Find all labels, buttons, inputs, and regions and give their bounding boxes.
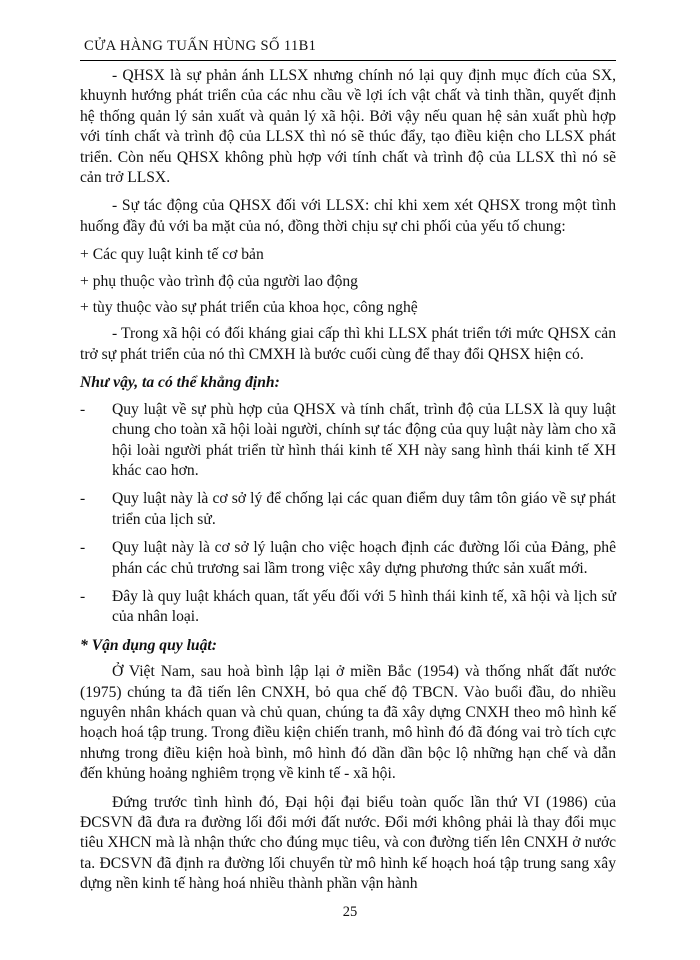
paragraph-class-society: - Trong xã hội có đối kháng giai cấp thì khi LLSX phát triển tới mức QHSX cản trở sự phát triển của nó thì CMXH là bước cuối cùng để thay đổi QHSX hiện có. xyxy=(80,325,616,363)
dash-marker: - xyxy=(80,539,86,557)
section-heading-conclusion: Như vậy, ta có thể khẳng định: xyxy=(80,374,280,392)
conclusion-text: Đây là quy luật khách quan, tất yếu đối với 5 hình thái kinh tế, xã hội và lịch sử của nhân loại. xyxy=(112,587,616,626)
list-item: + phụ thuộc vào trình độ của người lao động xyxy=(80,272,358,290)
paragraph-qhsx-reflection: - QHSX là sự phản ánh LLSX nhưng chính nó lại quy định mục đích của SX, khuynh hướng phát triển của các nhu cầu về lợi ích vật chất và tinh thần, quyết định hệ thống quản lý sản xuất và quản lý xã hội. Bởi vậy nếu quan hệ sản xuất phù hợp với tính chất và trình độ của LLSX thì nó sẽ thúc đẩy, tạo điều kiện cho LLSX phát triển. Còn nếu QHSX không phù hợp với tính chất và trình độ của LLSX thì nó sẽ cản trở LLSX. xyxy=(80,67,616,187)
conclusion-text: Quy luật về sự phù hợp của QHSX và tính chất, trình độ của LLSX là quy luật chung cho toàn xã hội loài người, chính sự tác động của quy luật này làm cho xã hội loài người phát triển từ hình thái kinh tế XH này sang hình thái kinh tế XH khác cao hơn. xyxy=(112,400,616,479)
page-header: CỬA HÀNG TUẤN HÙNG SỐ 11B1 xyxy=(84,38,317,54)
page-number: 25 xyxy=(342,904,358,920)
list-item: + Các quy luật kinh tế cơ bản xyxy=(80,246,264,264)
section-heading-application: * Vận dụng quy luật: xyxy=(80,636,217,654)
conclusion-item xyxy=(80,538,616,579)
paragraph-vietnam-history: Ở Việt Nam, sau hoà bình lập lại ở miền Bắc (1954) và thống nhất đất nước (1975) chúng ta đã tiến lên CNXH, bỏ qua chế độ TBCN. Vào buổi đầu, do nhiều nguyên nhân khách quan và chủ quan, chúng ta đã xây dựng CNXH theo mô hình kế hoạch hoá tập trung. Trong điều kiện chiến tranh, mô hình đó đã đóng vai trò tích cực nhưng trong điều kiện hoà bình, mô hình đó dần dần bộc lộ những hạn chế và dẫn đến khủng hoảng nghiêm trọng về kinh tế - xã hội. xyxy=(80,663,616,783)
conclusion-item xyxy=(80,489,616,530)
conclusion-text: Quy luật này là cơ sở lý luận cho việc hoạch định các đường lối của Đảng, phê phán các chủ trương sai lầm trong việc xây dựng phương thức sản xuất mới. xyxy=(112,539,616,577)
conclusion-item xyxy=(80,587,616,628)
dash-marker: - xyxy=(80,490,86,508)
dash-marker: - xyxy=(80,400,86,418)
conclusion-item xyxy=(80,400,616,482)
conclusion-text: Quy luật này là cơ sở lý để chống lại các quan điểm duy tâm tôn giáo về sự phát triển của lịch sử. xyxy=(112,490,616,528)
list-item: + tùy thuộc vào sự phát triển của khoa học, công nghệ xyxy=(80,299,418,317)
dash-marker: - xyxy=(80,587,86,605)
page-body xyxy=(80,66,616,903)
header-rule xyxy=(80,60,616,61)
paragraph-qhsx-impact: - Sự tác động của QHSX đối với LLSX: chỉ khi xem xét QHSX trong một tình huống đầy đủ với ba mặt của nó, đồng thời chịu sự chi phối của yếu tố chung: xyxy=(80,197,616,235)
paragraph-renovation: Đứng trước tình hình đó, Đại hội đại biểu toàn quốc lần thứ VI (1986) của ĐCSVN đã đưa ra đường lối đổi mới đất nước. Đổi mới không phải là thay đổi mục tiêu XHCN mà là nhận thức cho đúng mục tiêu, và con đường tiến lên CNXH ở nước ta. ĐCSVN đã định ra đường lối chuyển từ mô hình kế hoạch hoá tập trung sang xây dựng nền kinh tế hàng hoá nhiều thành phần vận hành xyxy=(80,793,616,893)
